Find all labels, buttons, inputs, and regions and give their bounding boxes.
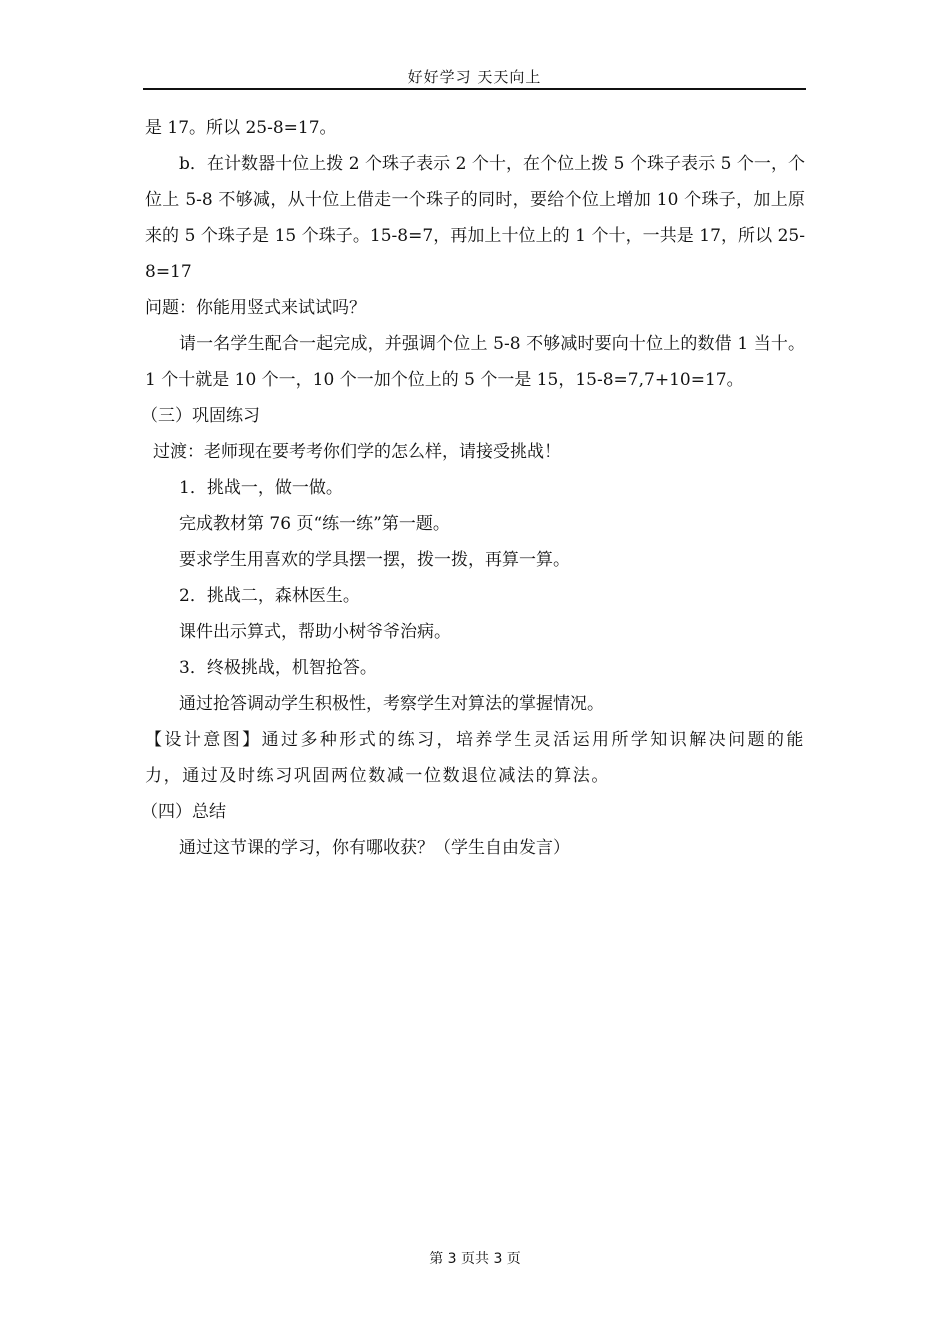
challenge-2-title: 2．挑战二，森林医生。 bbox=[179, 586, 360, 606]
paragraph-transition: 过渡：老师现在要考考你们学的怎么样，请接受挑战！ bbox=[153, 442, 561, 462]
paragraph-vertical-form: 请一名学生配合一起完成，并强调个位上 5-8 不够减时要向十位上的数借 1 当十。1 个十就是 10 个一，10 个一加个位上的 5 个一是 15，15-8=7,7+10=17。 bbox=[145, 334, 805, 390]
document-body bbox=[141, 110, 805, 866]
paragraph-question: 问题：你能用竖式来试试吗？ bbox=[145, 298, 366, 318]
design-intent-paragraph: 【设计意图】通过多种形式的练习，培养学生灵活运用所学知识解决问题的能力，通过及时练习巩固两位数减一位数退位减法的算法。 bbox=[145, 730, 805, 786]
paragraph-summary-question: 通过这节课的学习，你有哪收获？（学生自由发言） bbox=[179, 838, 570, 858]
header-title: 好好学习 天天向上 bbox=[407, 68, 542, 86]
paragraph-method-b: b．在计数器十位上拨 2 个珠子表示 2 个十，在个位上拨 5 个珠子表示 5 个一，个位上 5-8 不够减，从十位上借走一个珠子的同时，要给个位上增加 10 个珠子，加上原来的 5 个珠子是 15 个珠子。15-8=7，再加上十位上的 1 个十，一共是 17，所以 25-8=17 bbox=[145, 154, 805, 282]
section-heading-practice: （三）巩固练习 bbox=[141, 406, 260, 426]
challenge-3-task: 通过抢答调动学生积极性，考察学生对算法的掌握情况。 bbox=[179, 694, 604, 714]
challenge-1-requirement: 要求学生用喜欢的学具摆一摆，拨一拨，再算一算。 bbox=[179, 550, 570, 570]
paragraph-result-17: 是 17。所以 25-8=17。 bbox=[145, 118, 337, 138]
challenge-3-title: 3．终极挑战，机智抢答。 bbox=[179, 658, 377, 678]
challenge-2-task: 课件出示算式，帮助小树爷爷治病。 bbox=[179, 622, 451, 642]
section-heading-summary: （四）总结 bbox=[141, 802, 226, 822]
page-number-footer: 第 3 页共 3 页 bbox=[429, 1251, 521, 1267]
challenge-1-title: 1．挑战一，做一做。 bbox=[179, 478, 343, 498]
challenge-1-task: 完成教材第 76 页“练一练”第一题。 bbox=[179, 514, 450, 534]
page-header bbox=[143, 62, 806, 90]
